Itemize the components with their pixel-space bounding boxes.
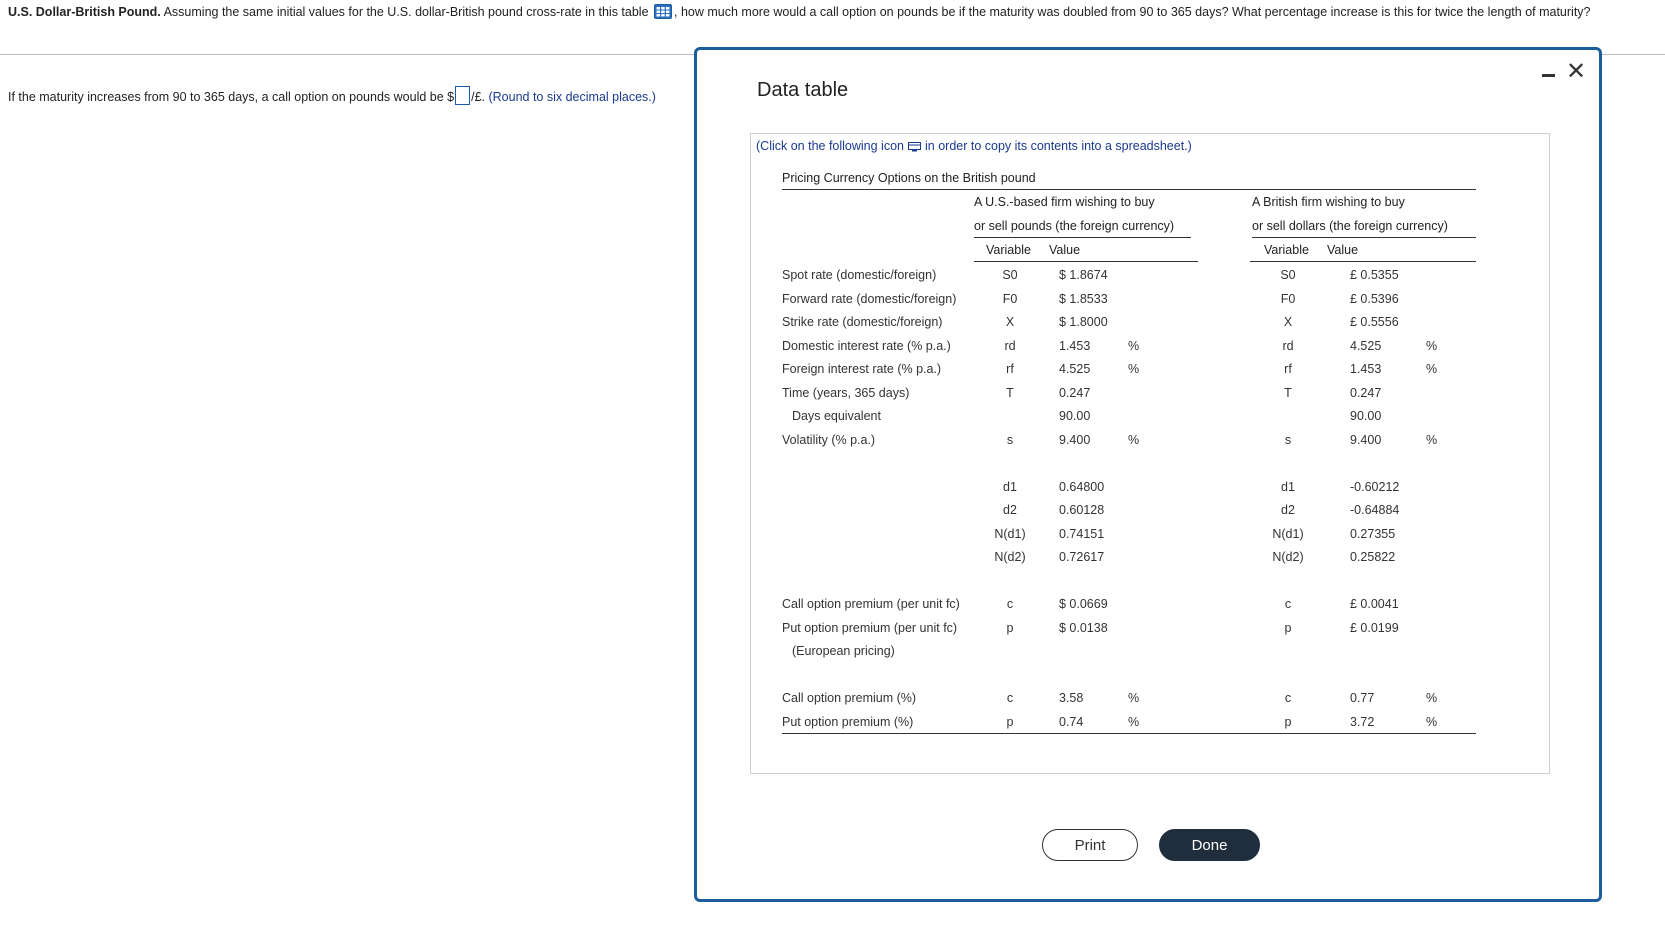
data-table-panel [750,133,1550,774]
us-value: 0.64800 [1059,479,1105,494]
br-value: -0.60212 [1350,479,1400,494]
br-value: £ 0.5355 [1350,268,1399,282]
us-variable: S0 [1002,268,1018,282]
us-value: $ 1.8533 [1059,291,1108,306]
us-value: 1.453 [1059,338,1091,353]
br-value: 9.400 [1350,432,1382,447]
question-text [8,4,1658,21]
us-variable: c [1006,597,1014,611]
row-label: Call option premium (per unit fc) [782,597,960,611]
br-value-header: Value [1327,243,1359,257]
br-value: 3.72 [1350,714,1375,729]
question-body-end: , how much more would a call option on pounds be if the maturity was doubled from 90 to 365 days? What percentage increase is this for twice the length of maturity? [674,5,1591,19]
us-value: $ 1.8674 [1059,268,1108,282]
us-header-line-1: A U.S.-based firm wishing to buy [974,195,1155,209]
br-value: 0.27355 [1350,526,1396,541]
us-value: 0.247 [1059,385,1091,400]
us-variable-header: Variable [986,243,1031,257]
br-variable: p [1284,620,1292,635]
br-variable: X [1283,315,1293,329]
us-value: 0.72617 [1059,550,1105,564]
us-variable: N(d1) [994,526,1026,541]
us-value: $ 0.0669 [1059,597,1108,611]
br-value: 4.525 [1350,338,1382,353]
br-variable: rd [1282,338,1294,353]
us-variable: F0 [1002,291,1018,306]
print-button[interactable]: Print [1042,829,1138,861]
br-variable: S0 [1280,268,1296,282]
dialog-title: Data table [757,79,849,101]
row-label: Strike rate (domestic/foreign) [782,315,943,329]
us-value: 0.74151 [1059,526,1105,541]
br-subheader-rule [1250,261,1476,262]
br-variable: T [1284,385,1292,400]
us-unit: % [1128,362,1140,376]
caption-rule [782,189,1476,190]
data-table-icon[interactable] [654,4,672,19]
row-label: Put option premium (%) [782,714,914,729]
answer-hint: (Round to six decimal places.) [488,90,656,104]
us-variable: s [1006,432,1014,447]
answer-suffix: /£. [471,90,485,104]
copy-note-start: (Click on the following icon [756,139,904,153]
question-title: U.S. Dollar-British Pound. [8,5,161,19]
us-value: 0.74 [1059,714,1084,729]
us-header-line-2: or sell pounds (the foreign currency) [974,219,1175,233]
us-unit: % [1128,691,1140,705]
br-header-line-1: A British firm wishing to buy [1252,195,1405,209]
us-variable: d2 [1003,503,1017,517]
br-variable: s [1284,432,1292,447]
br-value: -0.64884 [1350,503,1400,517]
row-label: Domestic interest rate (% p.a.) [782,338,951,353]
row-label: Put option premium (per unit fc) [782,620,958,635]
us-value: 90.00 [1059,409,1091,423]
row-label: Volatility (% p.a.) [782,432,876,447]
done-button[interactable]: Done [1159,829,1260,861]
br-value: £ 0.0041 [1350,597,1399,611]
us-variable: rd [1004,338,1016,353]
us-value: $ 1.8000 [1059,315,1108,329]
br-variable: c [1284,597,1292,611]
row-label: Call option premium (%) [782,691,917,705]
br-unit: % [1426,362,1438,376]
br-unit: % [1426,338,1438,353]
br-header-rule [1252,237,1476,238]
br-variable: N(d1) [1272,526,1304,541]
minimize-icon[interactable] [1542,74,1555,77]
br-value: £ 0.0199 [1350,620,1399,635]
br-value: 0.77 [1350,691,1375,705]
us-variable: N(d2) [994,550,1026,564]
us-unit: % [1128,338,1140,353]
br-value: £ 0.5396 [1350,291,1399,306]
row-label: Forward rate (domestic/foreign) [782,291,957,306]
br-variable: p [1284,714,1292,729]
row-label: Time (years, 365 days) [782,385,910,400]
br-header-line-2: or sell dollars (the foreign currency) [1252,219,1448,233]
us-subheader-rule [974,261,1198,262]
br-variable: c [1284,691,1292,705]
us-value: 3.58 [1059,691,1084,705]
copy-note [756,139,1192,155]
us-unit: % [1128,714,1140,729]
us-variable: d1 [1003,479,1017,494]
br-variable: d2 [1281,503,1295,517]
row-label: (European pricing) [792,644,895,658]
us-value: 0.60128 [1059,503,1105,517]
us-variable: X [1005,315,1015,329]
table-caption: Pricing Currency Options on the British pound [782,171,1036,185]
us-value-header: Value [1049,243,1081,257]
close-icon[interactable]: ✕ [1566,58,1587,85]
br-variable: F0 [1280,291,1296,306]
table-bottom-rule [782,733,1476,734]
br-value: £ 0.5556 [1350,315,1399,329]
us-header-rule [974,237,1191,238]
us-variable: c [1006,691,1014,705]
br-value: 0.247 [1350,385,1382,400]
us-variable: p [1006,620,1014,635]
row-label: Foreign interest rate (% p.a.) [782,362,942,376]
br-variable: rf [1284,362,1292,376]
br-value: 1.453 [1350,362,1382,376]
us-unit: % [1128,432,1140,447]
br-value: 90.00 [1350,409,1382,423]
us-variable: rf [1006,362,1014,376]
br-variable: d1 [1281,479,1295,494]
answer-prefix: If the maturity increases from 90 to 365 days, a call option on pounds would be $ [8,90,455,104]
answer-line [8,86,656,105]
br-variable-header: Variable [1264,243,1309,257]
us-variable: T [1006,385,1014,400]
br-unit: % [1426,714,1438,729]
data-table-dialog [694,47,1602,902]
br-unit: % [1426,691,1438,705]
us-value: 4.525 [1059,362,1091,376]
row-label: Spot rate (domestic/foreign) [782,268,937,282]
us-value: $ 0.0138 [1059,620,1108,635]
copy-note-end: in order to copy its contents into a spreadsheet.) [925,139,1192,153]
answer-input[interactable] [455,86,470,105]
us-variable: p [1006,714,1014,729]
br-variable: N(d2) [1272,550,1304,564]
us-value: 9.400 [1059,432,1091,447]
br-value: 0.25822 [1350,550,1396,564]
row-label: Days equivalent [792,409,881,423]
br-unit: % [1426,432,1438,447]
question-body-start: Assuming the same initial values for the U.S. dollar-British pound cross-rate in this table [163,5,649,19]
copy-to-spreadsheet-icon[interactable] [908,141,921,155]
